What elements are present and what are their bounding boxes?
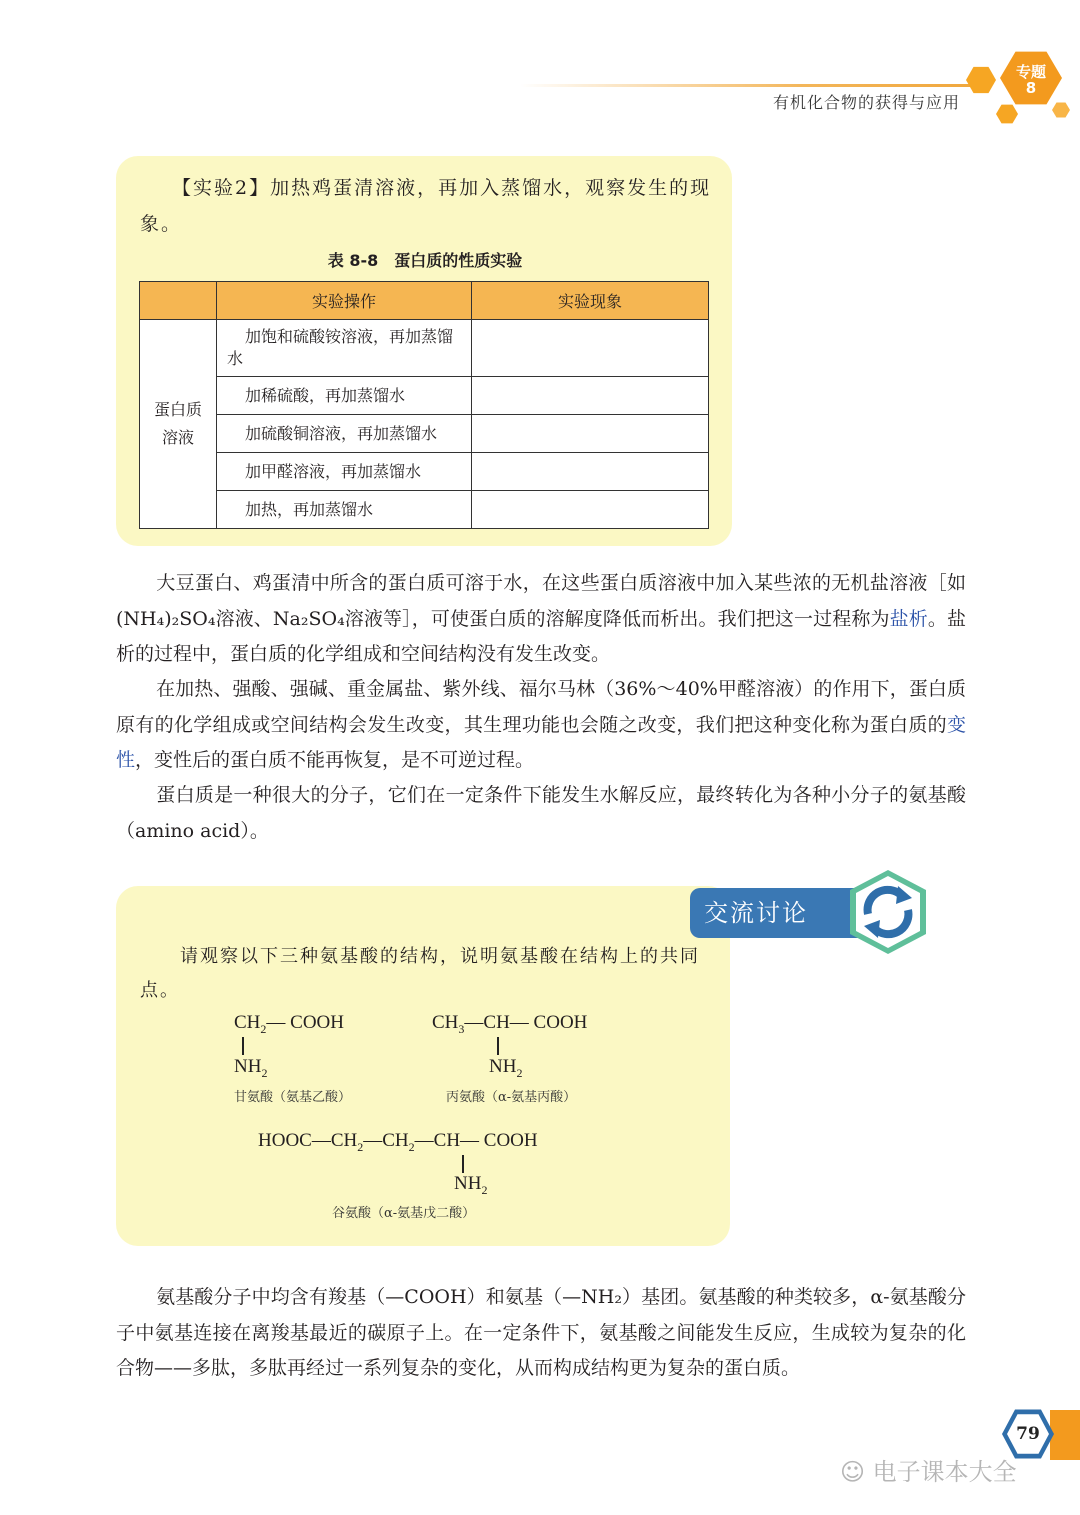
glutamic-acid-amino-group: $NH_2$ <box>454 1173 488 1197</box>
term-denaturation: 变性 <box>116 713 966 771</box>
group-label-cell <box>140 320 217 529</box>
group-label: 蛋白质溶液 <box>153 400 202 447</box>
operation-cell: 加硫酸铜溶液，再加蒸馏水 <box>217 415 472 453</box>
bond-line <box>497 1037 499 1055</box>
topic-badge <box>1000 64 1062 96</box>
glycine-amino-group: $NH_2$ <box>234 1056 268 1080</box>
topic-label: 专题 <box>1015 63 1046 81</box>
alanine-name: 丙氨酸（α-氨基丙酸） <box>446 1090 577 1105</box>
table-row <box>140 320 709 377</box>
glutamic-acid-formula-main: $HOOC—CH_2—CH_2—CH—$ COOH <box>258 1130 538 1154</box>
phenomenon-cell <box>472 453 709 491</box>
operation-cell: 加饱和硫酸铵溶液，再加蒸馏水 <box>217 320 472 377</box>
bond-line <box>462 1155 464 1173</box>
chapter-title: 有机化合物的获得与应用 <box>772 93 960 112</box>
hexagon-decoration <box>1052 102 1070 118</box>
operation-cell: 加稀硫酸，再加蒸馏水 <box>217 377 472 415</box>
table-row <box>140 491 709 529</box>
term-salting-out: 盐析 <box>889 607 928 630</box>
table-header-cell: 实验现象 <box>472 282 709 320</box>
page-tab-decoration <box>1050 1410 1080 1460</box>
page-number: 79 <box>1016 1424 1040 1444</box>
topic-number: 8 <box>1025 79 1037 97</box>
bond-line <box>242 1037 244 1055</box>
discussion-tab: 交流讨论 <box>690 888 880 938</box>
table-row <box>140 377 709 415</box>
alanine-amino-group: $NH_2$ <box>489 1056 523 1080</box>
paragraph-denaturation: 在加热、强酸、强碱、重金属盐、紫外线、福尔马林（36%～40%甲醛溶液）的作用下，蛋白质原有的化学组成或空间结构会发生改变，其生理功能也会随之改变，我们把这种变化称为蛋白质的变性，变性后的蛋白质不能再恢复，是不可逆过程。 <box>116 678 966 771</box>
table-row <box>140 453 709 491</box>
table-header-cell: 实验操作 <box>217 282 472 320</box>
alanine-formula-main: $CH_3—CH—$ COOH <box>432 1012 588 1036</box>
refresh-cycle-icon <box>846 868 930 956</box>
experiment-table <box>139 281 709 529</box>
hexagon-decoration <box>966 66 996 94</box>
glycine-name: 甘氨酸（氨基乙酸） <box>234 1090 352 1105</box>
header-rule <box>520 84 990 87</box>
wechat-icon: ☺ <box>840 1458 866 1486</box>
phenomenon-cell <box>472 491 709 529</box>
experiment-intro: 【实验2】加热鸡蛋清溶液，再加入蒸馏水，观察发生的现象。 <box>140 177 712 235</box>
operation-cell: 加热，再加蒸馏水 <box>217 491 472 529</box>
discussion-prompt: 请观察以下三种氨基酸的结构，说明氨基酸在结构上的共同点。 <box>140 946 700 1001</box>
phenomenon-cell <box>472 320 709 377</box>
table-row <box>140 415 709 453</box>
paragraph-amino-acid-structure: 氨基酸分子中均含有羧基（—COOH）和氨基（—NH₂）基团。氨基酸的种类较多，α-氨基酸分子中氨基连接在离羧基最近的碳原子上。在一定条件下，氨基酸之间能发生反应，生成较为复杂的化合物——多肽，多肽再经过一系列复杂的变化，从而构成结构更为复杂的蛋白质。 <box>116 1286 966 1379</box>
operation-cell: 加甲醛溶液，再加蒸馏水 <box>217 453 472 491</box>
paragraph-hydrolysis: 蛋白质是一种很大的分子，它们在一定条件下能发生水解反应，最终转化为各种小分子的氨基酸（amino acid）。 <box>116 784 966 842</box>
phenomenon-cell <box>472 377 709 415</box>
phenomenon-cell <box>472 415 709 453</box>
watermark: ☺ 电子课本大全 <box>840 1458 1017 1486</box>
glycine-formula-main: $CH_2—$ COOH <box>234 1012 344 1036</box>
hexagon-decoration <box>996 104 1018 124</box>
table-header-row <box>140 282 709 320</box>
glutamic-acid-name: 谷氨酸（α-氨基戊二酸） <box>332 1206 476 1221</box>
table-caption: 表 8-8 蛋白质的性质实验 <box>327 251 523 270</box>
paragraph-salting-out: 大豆蛋白、鸡蛋清中所含的蛋白质可溶于水，在这些蛋白质溶液中加入某些浓的无机盐溶液［如(NH₄)₂SO₄溶液、Na₂SO₄溶液等］，可使蛋白质的溶解度降低而析出。我们把这一过程称为盐析。盐析的过程中，蛋白质的化学组成和空间结构没有发生改变。 <box>116 572 966 665</box>
table-header-cell <box>140 282 217 320</box>
